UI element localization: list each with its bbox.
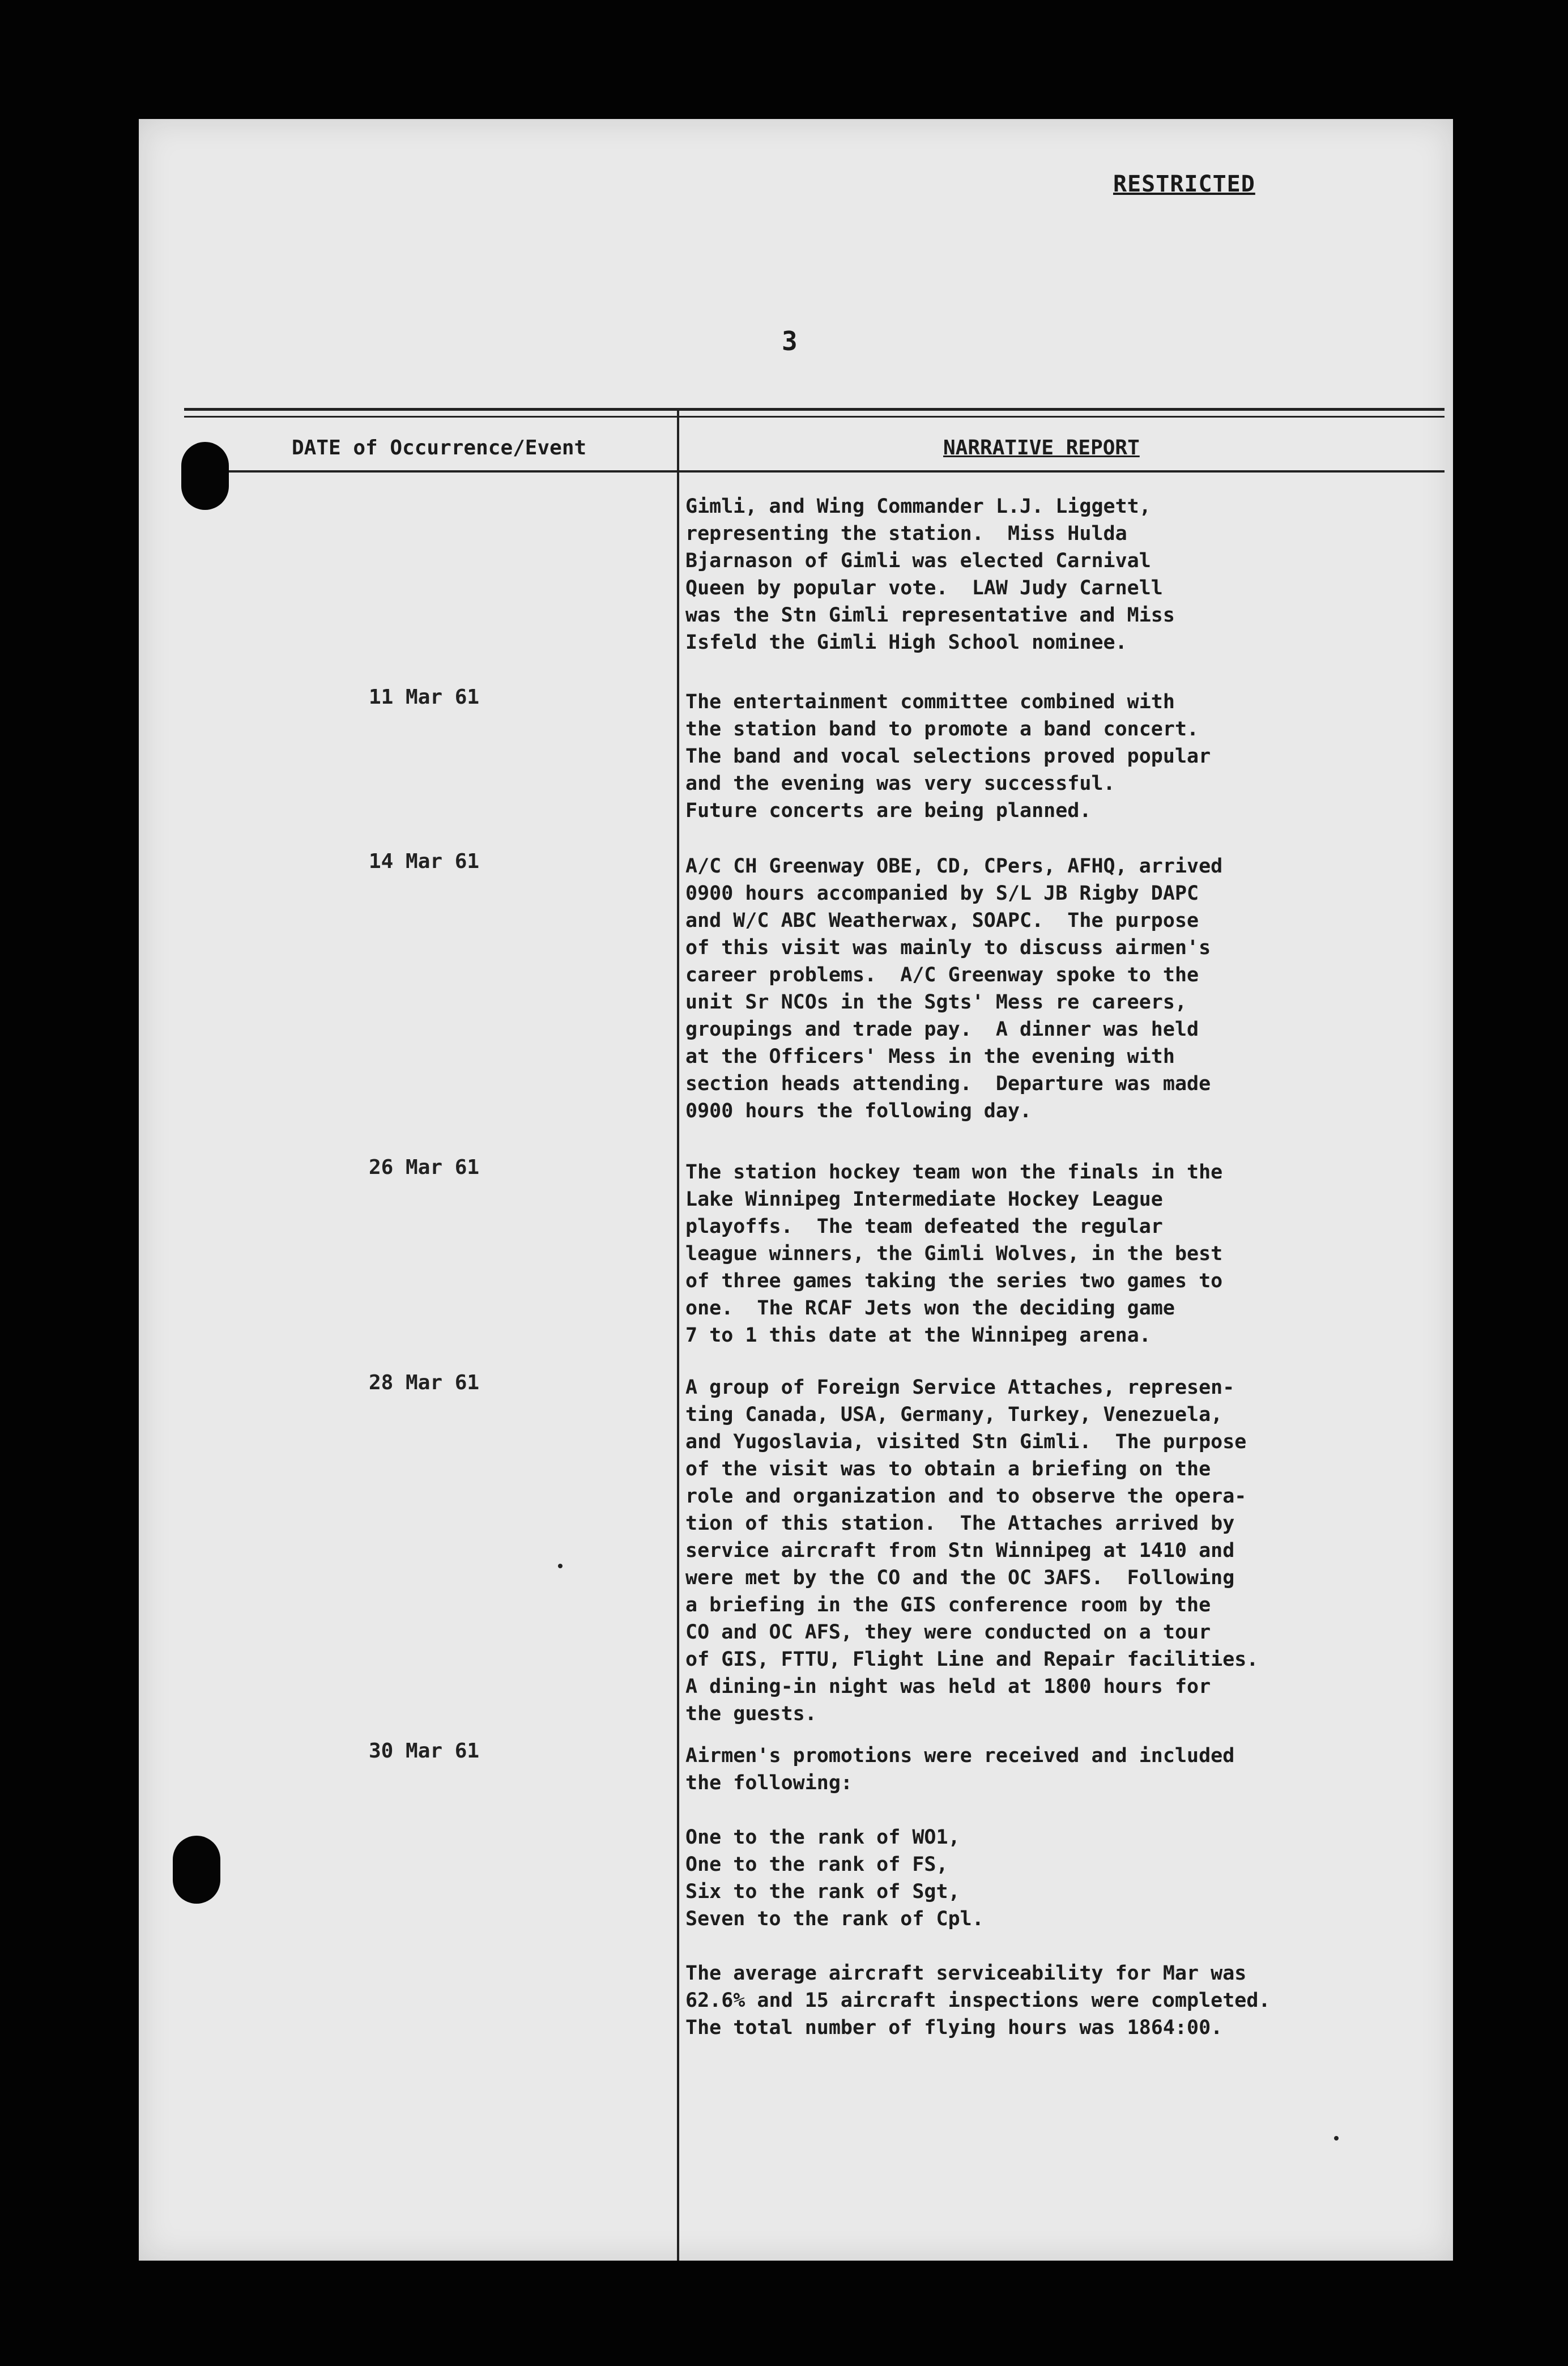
narrative-column-header: NARRATIVE REPORT [943,436,1140,459]
narrative-entry [685,1374,1439,1727]
narrative-line: of three games taking the series two games to [685,1270,1223,1292]
narrative-line: league winners, the Gimli Wolves, in the best [685,1242,1223,1265]
narrative-line: Bjarnason of Gimli was elected Carnival [685,550,1151,572]
narrative-line: and Yugoslavia, visited Stn Gimli. The purpose [685,1431,1247,1453]
entry-date: 28 Mar 61 [369,1371,480,1394]
narrative-entry [685,853,1439,1125]
blank-line [685,1933,1439,1960]
narrative-line: career problems. A/C Greenway spoke to the [685,964,1199,986]
narrative-line: Isfeld the Gimli High School nominee. [685,631,1127,654]
narrative-entry [685,688,1439,824]
narrative-line: unit Sr NCOs in the Sgts' Mess re careers, [685,991,1187,1014]
narrative-entry [685,1159,1439,1349]
narrative-line: The entertainment committee combined with [685,691,1175,713]
entry-date: 26 Mar 61 [369,1156,480,1179]
narrative-line: Seven to the rank of Cpl. [685,1908,984,1930]
narrative-line: 0900 hours the following day. [685,1100,1032,1122]
narrative-line: A/C CH Greenway OBE, CD, CPers, AFHQ, arrived [685,855,1223,878]
entry-date: 14 Mar 61 [369,850,480,873]
narrative-line: A dining-in night was held at 1800 hours for [685,1675,1211,1698]
narrative-line: Airmen's promotions were received and included [685,1744,1235,1767]
narrative-line: of GIS, FTTU, Flight Line and Repair facilities. [685,1648,1259,1671]
narrative-line: of this visit was mainly to discuss airmen's [685,937,1211,959]
binder-hole [181,442,229,510]
entry-date: 30 Mar 61 [369,1739,480,1763]
narrative-line: 62.6% and 15 aircraft inspections were completed. [685,1989,1271,2012]
document-page [139,119,1453,2261]
narrative-line: The total number of flying hours was 1864:00. [685,2016,1223,2039]
narrative-line: Future concerts are being planned. [685,799,1092,822]
narrative-line: Six to the rank of Sgt, [685,1880,960,1903]
narrative-line: groupings and trade pay. A dinner was held [685,1018,1199,1041]
table-top-rule [184,408,1445,411]
narrative-line: were met by the CO and the OC 3AFS. Following [685,1567,1235,1589]
narrative-line: section heads attending. Departure was made [685,1073,1211,1095]
narrative-line: 0900 hours accompanied by S/L JB Rigby DAPC [685,882,1199,905]
narrative-line: the following: [685,1772,853,1794]
column-divider [677,409,679,2261]
narrative-line: and W/C ABC Weatherwax, SOAPC. The purpose [685,909,1199,932]
narrative-line: playoffs. The team defeated the regular [685,1215,1163,1238]
narrative-line: service aircraft from Stn Winnipeg at 1410 and [685,1539,1235,1562]
narrative-line: The station hockey team won the finals in the [685,1161,1223,1184]
narrative-line: The band and vocal selections proved popular [685,745,1211,768]
narrative-line: 7 to 1 this date at the Winnipeg arena. [685,1324,1151,1347]
narrative-line: One to the rank of FS, [685,1853,948,1876]
narrative-line: of the visit was to obtain a briefing on the [685,1458,1211,1480]
table-header-rule [184,470,1445,473]
narrative-line: ting Canada, USA, Germany, Turkey, Venezuela, [685,1403,1223,1426]
narrative-line: was the Stn Gimli representative and Miss [685,604,1175,627]
binder-hole [173,1836,220,1904]
narrative-line: tion of this station. The Attaches arrived by [685,1512,1235,1535]
narrative-line: the station band to promote a band concert. [685,718,1199,741]
narrative-entry [685,1742,1439,2041]
narrative-line: role and organization and to observe the opera- [685,1485,1247,1508]
narrative-line: and the evening was very successful. [685,772,1115,795]
date-column-header: DATE of Occurrence/Event [292,436,587,459]
table-top-rule-inner [184,416,1445,418]
narrative-line: one. The RCAF Jets won the deciding game [685,1297,1175,1320]
narrative-line: a briefing in the GIS conference room by the [685,1594,1211,1616]
blank-line [685,1797,1439,1824]
narrative-line: Queen by popular vote. LAW Judy Carnell [685,577,1163,599]
narrative-line: One to the rank of WO1, [685,1826,960,1849]
narrative-line: A group of Foreign Service Attaches, represen- [685,1376,1235,1399]
narrative-line: the guests. [685,1703,817,1725]
narrative-line: at the Officers' Mess in the evening with [685,1045,1175,1068]
narrative-line: Lake Winnipeg Intermediate Hockey League [685,1188,1163,1211]
narrative-line: Gimli, and Wing Commander L.J. Liggett, [685,495,1151,518]
narrative-entry [685,493,1439,656]
film-speck [558,1564,563,1568]
narrative-line: The average aircraft serviceability for Mar was [685,1962,1247,1985]
narrative-line: representing the station. Miss Hulda [685,522,1127,545]
page-number: 3 [782,326,798,356]
film-speck [1334,2136,1339,2141]
narrative-line: CO and OC AFS, they were conducted on a tour [685,1621,1211,1644]
entry-date: 11 Mar 61 [369,686,480,709]
classification-marking: RESTRICTED [1113,171,1255,197]
